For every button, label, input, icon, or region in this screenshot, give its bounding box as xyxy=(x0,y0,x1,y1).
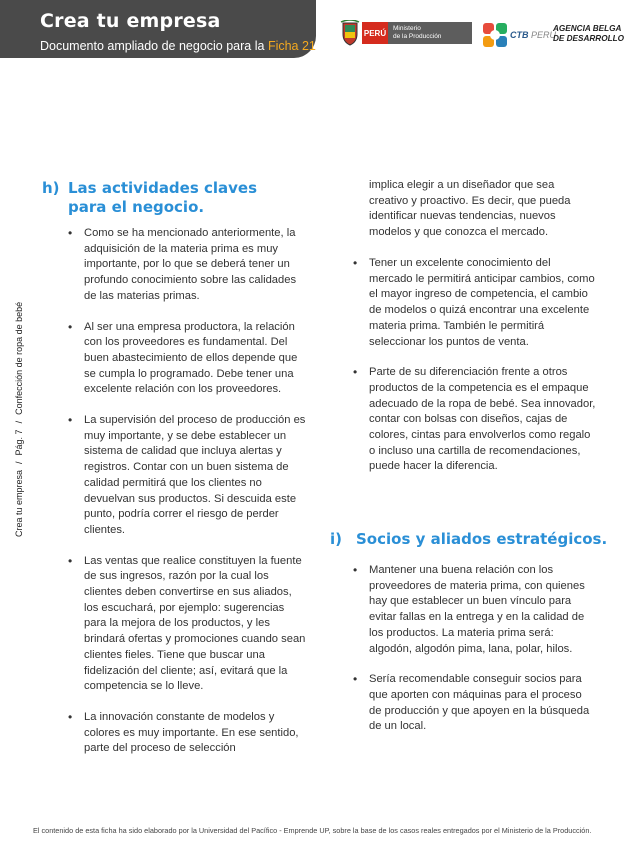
section-h-letter: h) xyxy=(42,179,60,197)
ministerio-line1: Ministerio xyxy=(393,25,421,32)
side-label-part1: Crea tu empresa xyxy=(14,469,24,537)
section-i-title: Socios y aliados estratégicos. xyxy=(356,530,608,548)
side-label-sep1: / xyxy=(14,461,24,464)
side-label-sep2: / xyxy=(14,420,24,424)
section-i-letter: i) xyxy=(330,530,342,548)
side-page-label xyxy=(14,300,26,540)
ministerio-logo xyxy=(362,22,472,44)
list-item: • Al ser una empresa productora, la relación con los proveedores es fundamental. Del buen abastecimiento de ellos depende que se cumpla lo programado. Debe tener una excelente relación con los proveedores. xyxy=(68,320,306,399)
list-item: • La supervisión del proceso de producción es muy importante, y se debe establecer un sistema de calidad que incluya alertas y registros. Contar con un buen sistema de calidad permitirá que los clientes no devuelvan sus productos. Si descuida este punto, podría correr el riesgo de perder clientes. xyxy=(68,413,306,539)
list-item: • Sería recomendable conseguir socios para que aporten con máquinas para el proceso de producción y que apoyen en la búsqueda de un local. xyxy=(353,672,597,735)
header-title: Crea tu empresa xyxy=(40,10,221,32)
header-subtitle-text: Documento ampliado de negocio para la xyxy=(40,39,265,53)
ministerio-label xyxy=(388,22,472,44)
section-h-bullet-list xyxy=(68,226,306,772)
section-i-bullet-list xyxy=(353,563,597,750)
agency-line1: AGENCIA BELGA xyxy=(553,24,622,33)
list-item: • Parte de su diferenciación frente a otros productos de la competencia es el empaque adecuado de la ropa de bebé. Sea innovador, contar con bolsas con diseños, cajas de colores, cintas para envolverlos como regalo o incluso una cartilla de recomendaciones, puede hacer la diferencia. xyxy=(353,365,597,475)
section-h-heading xyxy=(42,179,257,217)
footer-credit: El contenido de esta ficha ha sido elaborado por la Universidad del Pacífico - Emprende UP, sobre la base de los casos reales entregados por el Ministerio de la Producción. xyxy=(33,826,592,835)
side-label-part3: Confección de ropa de bebé xyxy=(14,301,24,415)
coat-of-arms-icon xyxy=(340,20,360,46)
list-item: • Mantener una buena relación con los proveedores de materia prima, con quienes hay que establecer un buen vínculo para evitar fallas en la entrega y en la calidad de los productos. La materia prima será: algodón, algodón pima, lana, polar, hilos. xyxy=(353,563,597,657)
section-i-heading xyxy=(330,530,607,549)
peru-flag-label: PERÚ xyxy=(362,22,388,44)
section-h-title-line2: para el negocio. xyxy=(68,198,205,216)
agency-line2: DE DESARROLLO xyxy=(553,34,624,43)
section-h-right-bullet-list xyxy=(353,256,597,490)
ctb-light: PERÚ xyxy=(531,30,557,40)
side-label-part2: Pág. 7 xyxy=(14,429,24,456)
section-h-continuation: implica elegir a un diseñador que sea creativo y proactivo. Es decir, que pueda identificar nuevas tendencias, nuevos modelos y que conozca el mercado. xyxy=(369,179,571,239)
section-h-title-line1: Las actividades claves xyxy=(68,179,258,197)
ctb-bold: CTB xyxy=(510,30,529,40)
list-item: • Las ventas que realice constituyen la fuente de sus ingresos, razón por la cual los clientes deben convertirse en sus aliados, los escuchará, por ejemplo: sugerencias para la mejora de los productos, y les brindará ofertas y promociones cuando sean clientes fieles. Tiene que buscar una fidelización del cliente; así, evitará que la competencia se lo lleve. xyxy=(68,554,306,695)
ministerio-line2: de la Producción xyxy=(393,33,442,40)
header-subtitle xyxy=(40,39,316,53)
ctb-label xyxy=(510,30,556,40)
header-subtitle-highlight: Ficha 21 xyxy=(267,39,316,53)
ctb-logo-icon xyxy=(482,22,508,48)
list-item: • La innovación constante de modelos y colores es muy importante. En ese sentido, parte del proceso de selección xyxy=(68,710,306,757)
list-item: • Tener un excelente conocimiento del mercado le permitirá anticipar cambios, como el mayor ingreso de competencia, el cambio de modelos o quizá encontrar una excelente materia prima. También le permitirá seleccionar los puntos de venta. xyxy=(353,256,597,350)
list-item: • Como se ha mencionado anteriormente, la adquisición de la materia prima es muy importante, por lo que se deberá tener un profundo conocimiento sobre las calidades de las materias primas. xyxy=(68,226,306,305)
agency-label xyxy=(553,24,624,44)
